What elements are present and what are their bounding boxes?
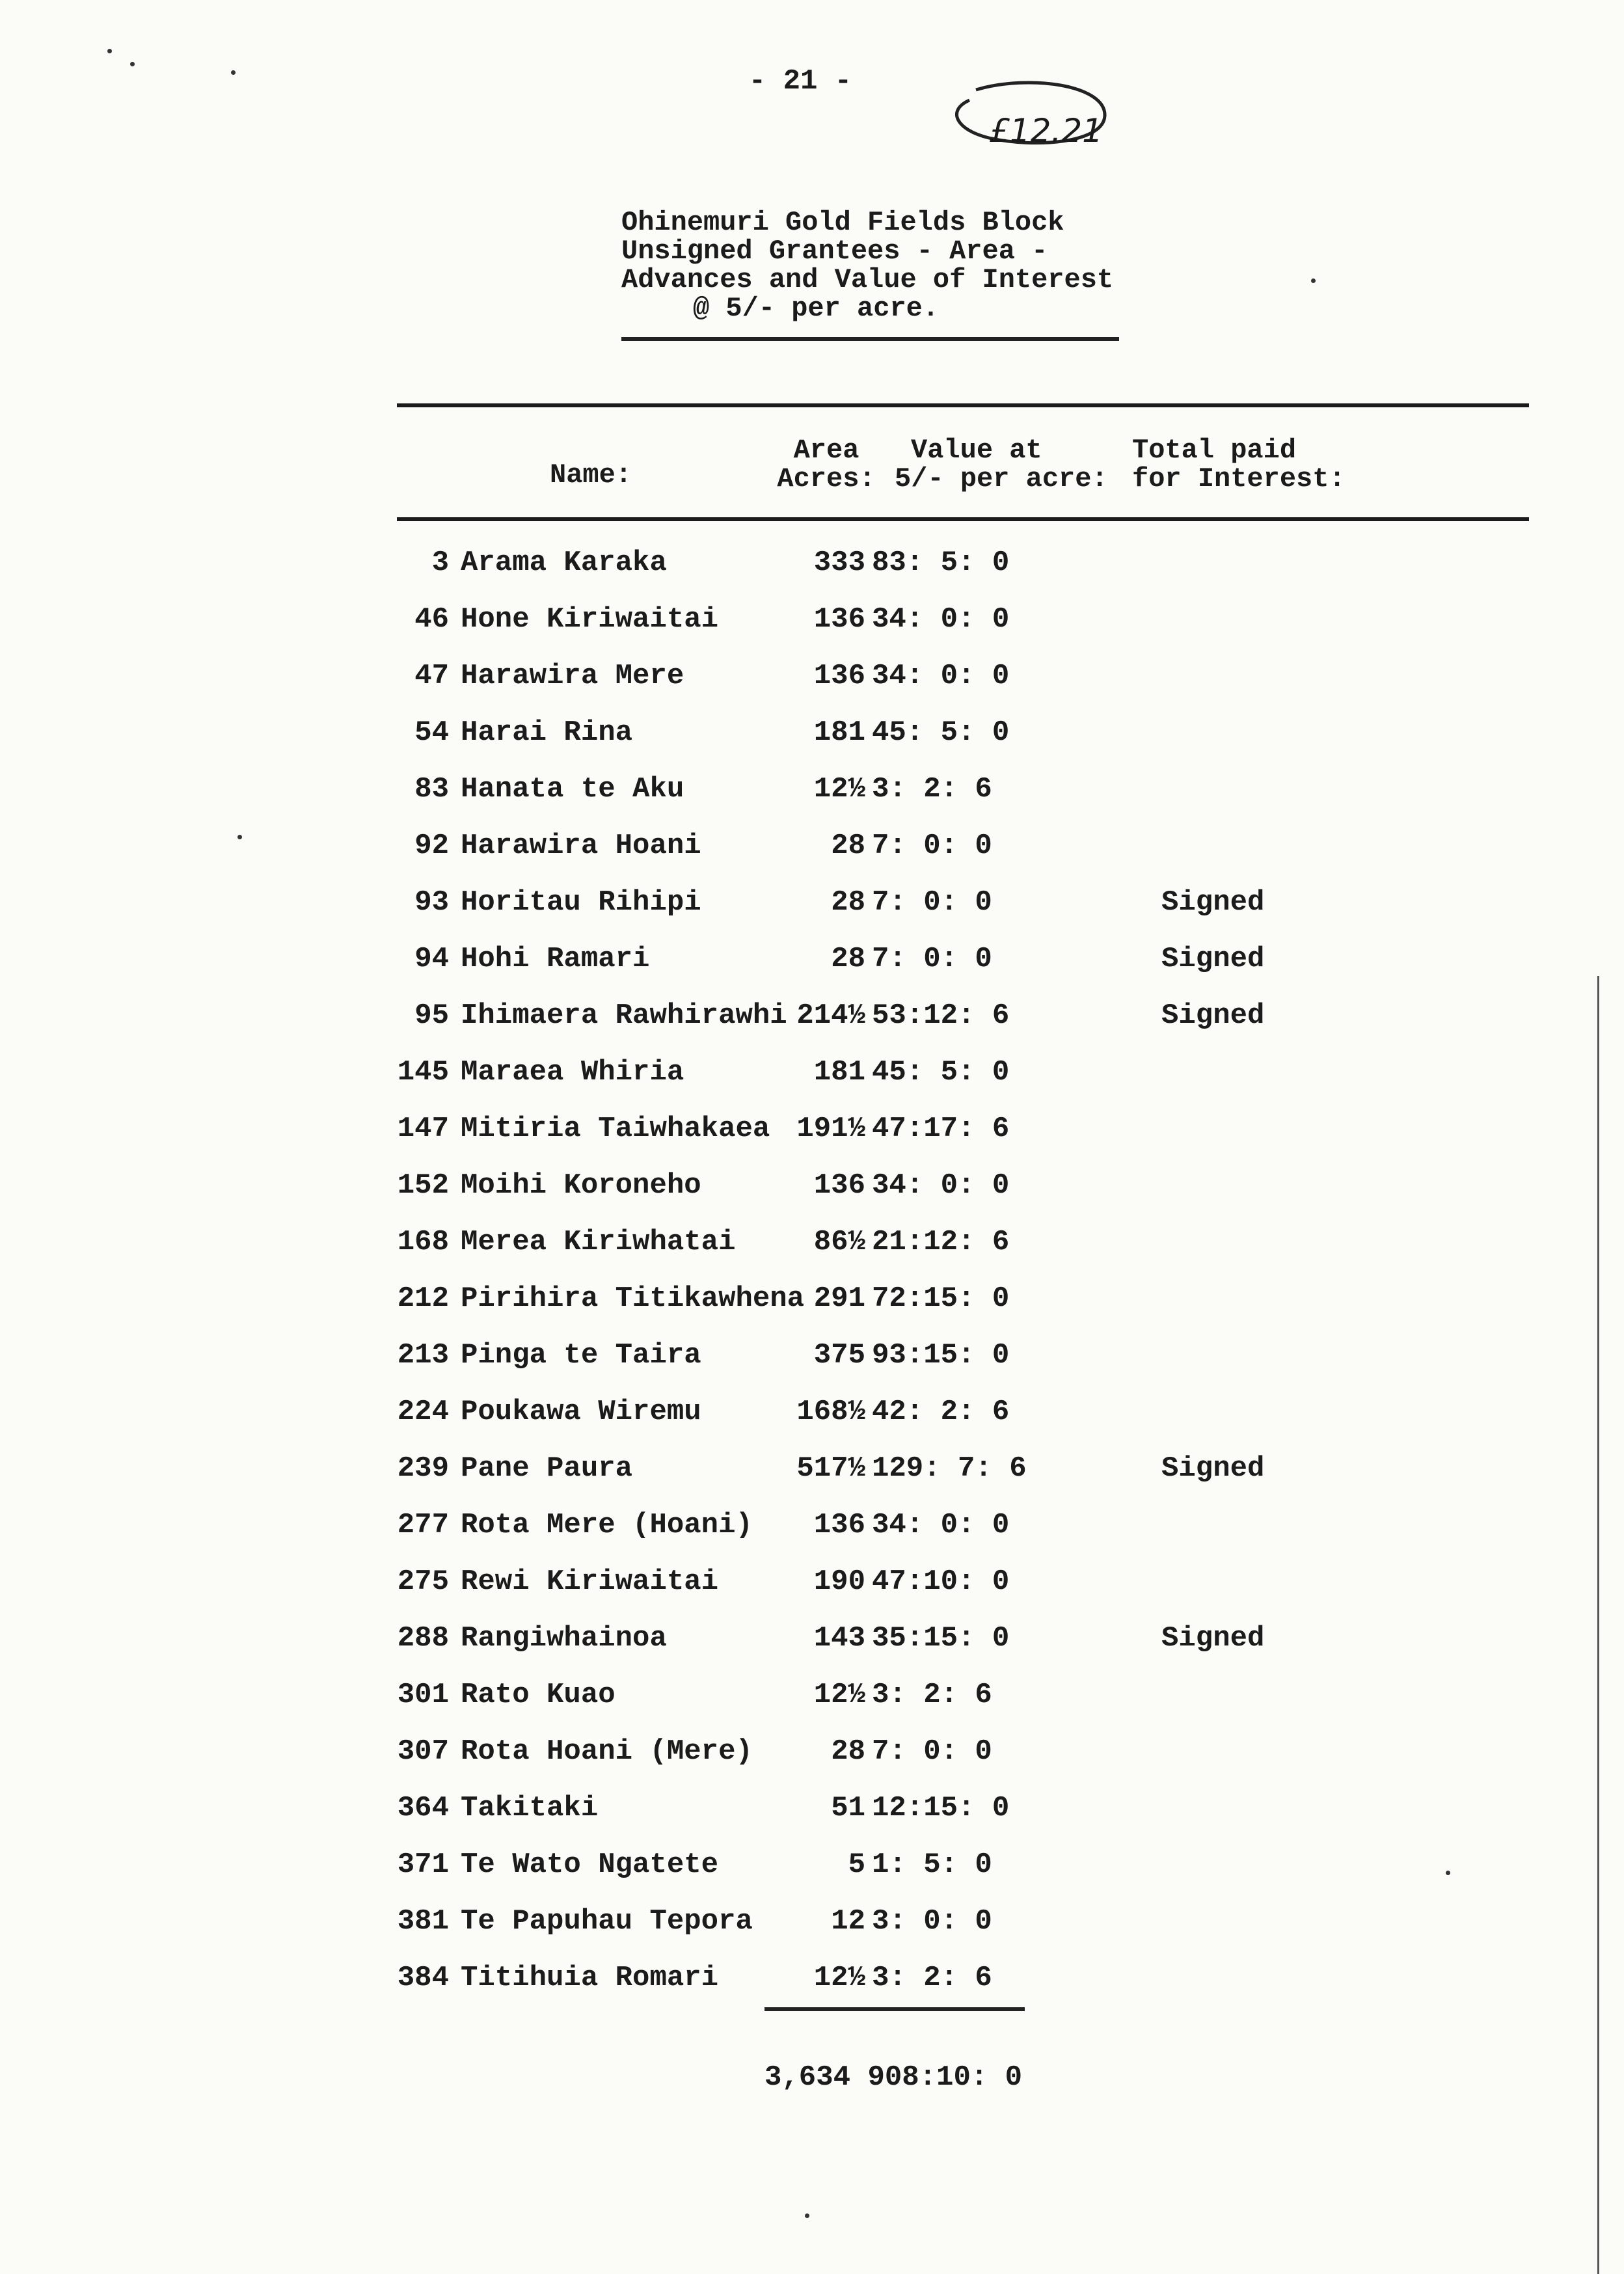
table-row [0,647,1624,703]
scan-speck [805,2213,809,2218]
grantee-number: 93 [414,886,449,919]
paid-header-line-1: Total paid [1132,435,1297,466]
grantee-number: 307 [397,1735,449,1768]
area-acres: 291 [813,1282,865,1315]
grantee-number: 47 [414,660,449,692]
grantee-name: Rota Mere (Hoani) [461,1509,753,1541]
grantee-number: 83 [414,773,449,805]
interest-value: 21:12: 6 [872,1226,1010,1258]
interest-value: 47:17: 6 [872,1113,1010,1145]
title-line-1: Ohinemuri Gold Fields Block [621,207,1064,238]
sum-rule [765,2007,1025,2011]
grantee-name: Rangiwhainoa [461,1622,667,1655]
grantee-number: 364 [397,1792,449,1824]
interest-value: 34: 0: 0 [872,603,1010,636]
area-acres: 12½ [813,1679,865,1711]
grantee-number: 213 [397,1339,449,1372]
title-line-3: Advances and Value of Interest [621,264,1114,295]
title-underline [621,337,1119,341]
table-row [0,760,1624,817]
grantee-number: 288 [397,1622,449,1655]
title-line-4: @ 5/- per acre. [693,293,940,324]
table-row [0,1043,1624,1100]
interest-value: 3: 2: 6 [872,1962,992,1994]
table-row [0,1439,1624,1496]
value-header-line-2: 5/- per acre: [895,463,1108,494]
column-header-value [895,436,1108,493]
area-acres: 191½ [796,1113,865,1145]
area-acres: 143 [813,1622,865,1655]
area-acres: 51 [831,1792,865,1824]
grantee-number: 145 [397,1056,449,1089]
table-row [0,930,1624,986]
total-area: 3,634 [765,2061,851,2094]
interest-value: 34: 0: 0 [872,660,1010,692]
interest-value: 7: 0: 0 [872,943,992,975]
grantee-number: 224 [397,1396,449,1428]
grantee-number: 92 [414,830,449,862]
table-row [0,817,1624,873]
table-row [0,1835,1624,1892]
grantee-name: Arama Karaka [461,547,667,579]
area-acres: 28 [831,1735,865,1768]
reference-text: £12.21 [989,112,1103,150]
interest-value: 3: 2: 6 [872,773,992,805]
table-row [0,1666,1624,1722]
area-header-line-2: Acres: [777,463,876,494]
column-header-paid [1132,436,1346,493]
page-number: - 21 - [748,65,852,98]
area-acres: 12½ [813,1962,865,1994]
area-acres: 136 [813,603,865,636]
table-row [0,534,1624,590]
interest-value: 3: 0: 0 [872,1905,992,1938]
grantee-number: 381 [397,1905,449,1938]
interest-value: 45: 5: 0 [872,716,1010,749]
scan-speck [237,835,242,839]
grantee-name: Pane Paura [461,1452,633,1485]
scan-speck [1446,1871,1450,1875]
interest-value: 3: 2: 6 [872,1679,992,1711]
grantee-name: Te Papuhau Tepora [461,1905,753,1938]
grantee-number: 168 [397,1226,449,1258]
area-header-line-1: Area [793,435,859,466]
grantee-number: 46 [414,603,449,636]
grantee-name: Titihuia Romari [461,1962,719,1994]
value-header-line-1: Value at [911,435,1042,466]
area-acres: 12½ [813,773,865,805]
grantee-name: Takitaki [461,1792,599,1824]
interest-value: 129: 7: 6 [872,1452,1027,1485]
column-header-name: Name: [550,459,632,491]
grantee-name: Moihi Koroneho [461,1169,701,1202]
grantee-number: 277 [397,1509,449,1541]
grantee-name: Hanata te Aku [461,773,684,805]
table-row [0,703,1624,760]
grantee-name: Hone Kiriwaitai [461,603,719,636]
grantee-name: Rewi Kiriwaitai [461,1565,719,1598]
grantee-number: 95 [414,999,449,1032]
table-row [0,873,1624,930]
interest-value: 93:15: 0 [872,1339,1010,1372]
table-row [0,1269,1624,1326]
grantee-number: 275 [397,1565,449,1598]
grantee-name: Harai Rina [461,716,633,749]
scan-speck [1311,278,1316,283]
area-acres: 190 [813,1565,865,1598]
signed-status: Signed [1161,1622,1265,1655]
grantee-number: 152 [397,1169,449,1202]
scan-edge [1597,976,1599,2274]
grantee-number: 371 [397,1848,449,1881]
interest-value: 72:15: 0 [872,1282,1010,1315]
area-acres: 12 [831,1905,865,1938]
area-acres: 5 [848,1848,865,1881]
grantee-number: 301 [397,1679,449,1711]
interest-value: 7: 0: 0 [872,830,992,862]
area-acres: 333 [813,547,865,579]
interest-value: 83: 5: 0 [872,547,1010,579]
paid-header-line-2: for Interest: [1132,463,1346,494]
grantee-name: Harawira Mere [461,660,684,692]
interest-value: 34: 0: 0 [872,1169,1010,1202]
grantee-number: 94 [414,943,449,975]
area-acres: 375 [813,1339,865,1372]
grantee-number: 3 [431,547,449,579]
signed-status: Signed [1161,1452,1265,1485]
totals-row [765,2061,1022,2094]
table-row [0,1213,1624,1269]
area-acres: 136 [813,1169,865,1202]
area-acres: 136 [813,660,865,692]
table-row [0,1100,1624,1156]
area-acres: 181 [813,1056,865,1089]
table-row [0,1496,1624,1552]
grantee-name: Harawira Hoani [461,830,701,862]
table-row [0,1552,1624,1609]
interest-value: 35:15: 0 [872,1622,1010,1655]
table-row [0,1949,1624,2005]
table-row [0,1326,1624,1383]
interest-value: 45: 5: 0 [872,1056,1010,1089]
grantee-name: Hohi Ramari [461,943,650,975]
table-header-rule [397,517,1529,521]
grantee-name: Pinga te Taira [461,1339,701,1372]
grantee-name: Rota Hoani (Mere) [461,1735,753,1768]
table-row [0,1892,1624,1949]
scan-speck [107,49,112,53]
area-acres: 136 [813,1509,865,1541]
grantee-name: Maraea Whiria [461,1056,684,1089]
grantee-number: 384 [397,1962,449,1994]
table-row [0,1156,1624,1213]
grantee-number: 239 [397,1452,449,1485]
grantee-number: 212 [397,1282,449,1315]
table-row [0,590,1624,647]
grantee-name: Mitiria Taiwhakaea [461,1113,770,1145]
document-title [621,208,1155,323]
grantee-name: Poukawa Wiremu [461,1396,701,1428]
total-value: 908:10: 0 [867,2061,1023,2094]
grantee-name: Horitau Rihipi [461,886,701,919]
area-acres: 86½ [813,1226,865,1258]
grantee-number: 54 [414,716,449,749]
interest-value: 42: 2: 6 [872,1396,1010,1428]
grantee-name: Rato Kuao [461,1679,616,1711]
signed-status: Signed [1161,943,1265,975]
interest-value: 12:15: 0 [872,1792,1010,1824]
interest-value: 34: 0: 0 [872,1509,1010,1541]
signed-status: Signed [1161,886,1265,919]
column-header-area [774,436,878,493]
interest-value: 1: 5: 0 [872,1848,992,1881]
grantee-name: Merea Kiriwhatai [461,1226,736,1258]
area-acres: 28 [831,943,865,975]
signed-status: Signed [1161,999,1265,1032]
interest-value: 7: 0: 0 [872,886,992,919]
table-row [0,1779,1624,1835]
grantee-table [0,534,1624,2005]
grantee-number: 147 [397,1113,449,1145]
table-top-rule [397,403,1529,407]
interest-value: 47:10: 0 [872,1565,1010,1598]
table-row [0,1383,1624,1439]
table-row [0,986,1624,1043]
area-acres: 28 [831,830,865,862]
area-acres: 181 [813,716,865,749]
area-acres: 214½ [796,999,865,1032]
table-row [0,1609,1624,1666]
grantee-name: Ihimaera Rawhirawhi [461,999,787,1032]
table-row [0,1722,1624,1779]
interest-value: 53:12: 6 [872,999,1010,1032]
area-acres: 28 [831,886,865,919]
interest-value: 7: 0: 0 [872,1735,992,1768]
grantee-name: Pirihira Titikawhena [461,1282,805,1315]
area-acres: 168½ [796,1396,865,1428]
title-line-2: Unsigned Grantees - Area - [621,236,1048,267]
grantee-name: Te Wato Ngatete [461,1848,719,1881]
area-acres: 517½ [796,1452,865,1485]
scan-speck [231,70,236,75]
scan-speck [130,62,135,66]
